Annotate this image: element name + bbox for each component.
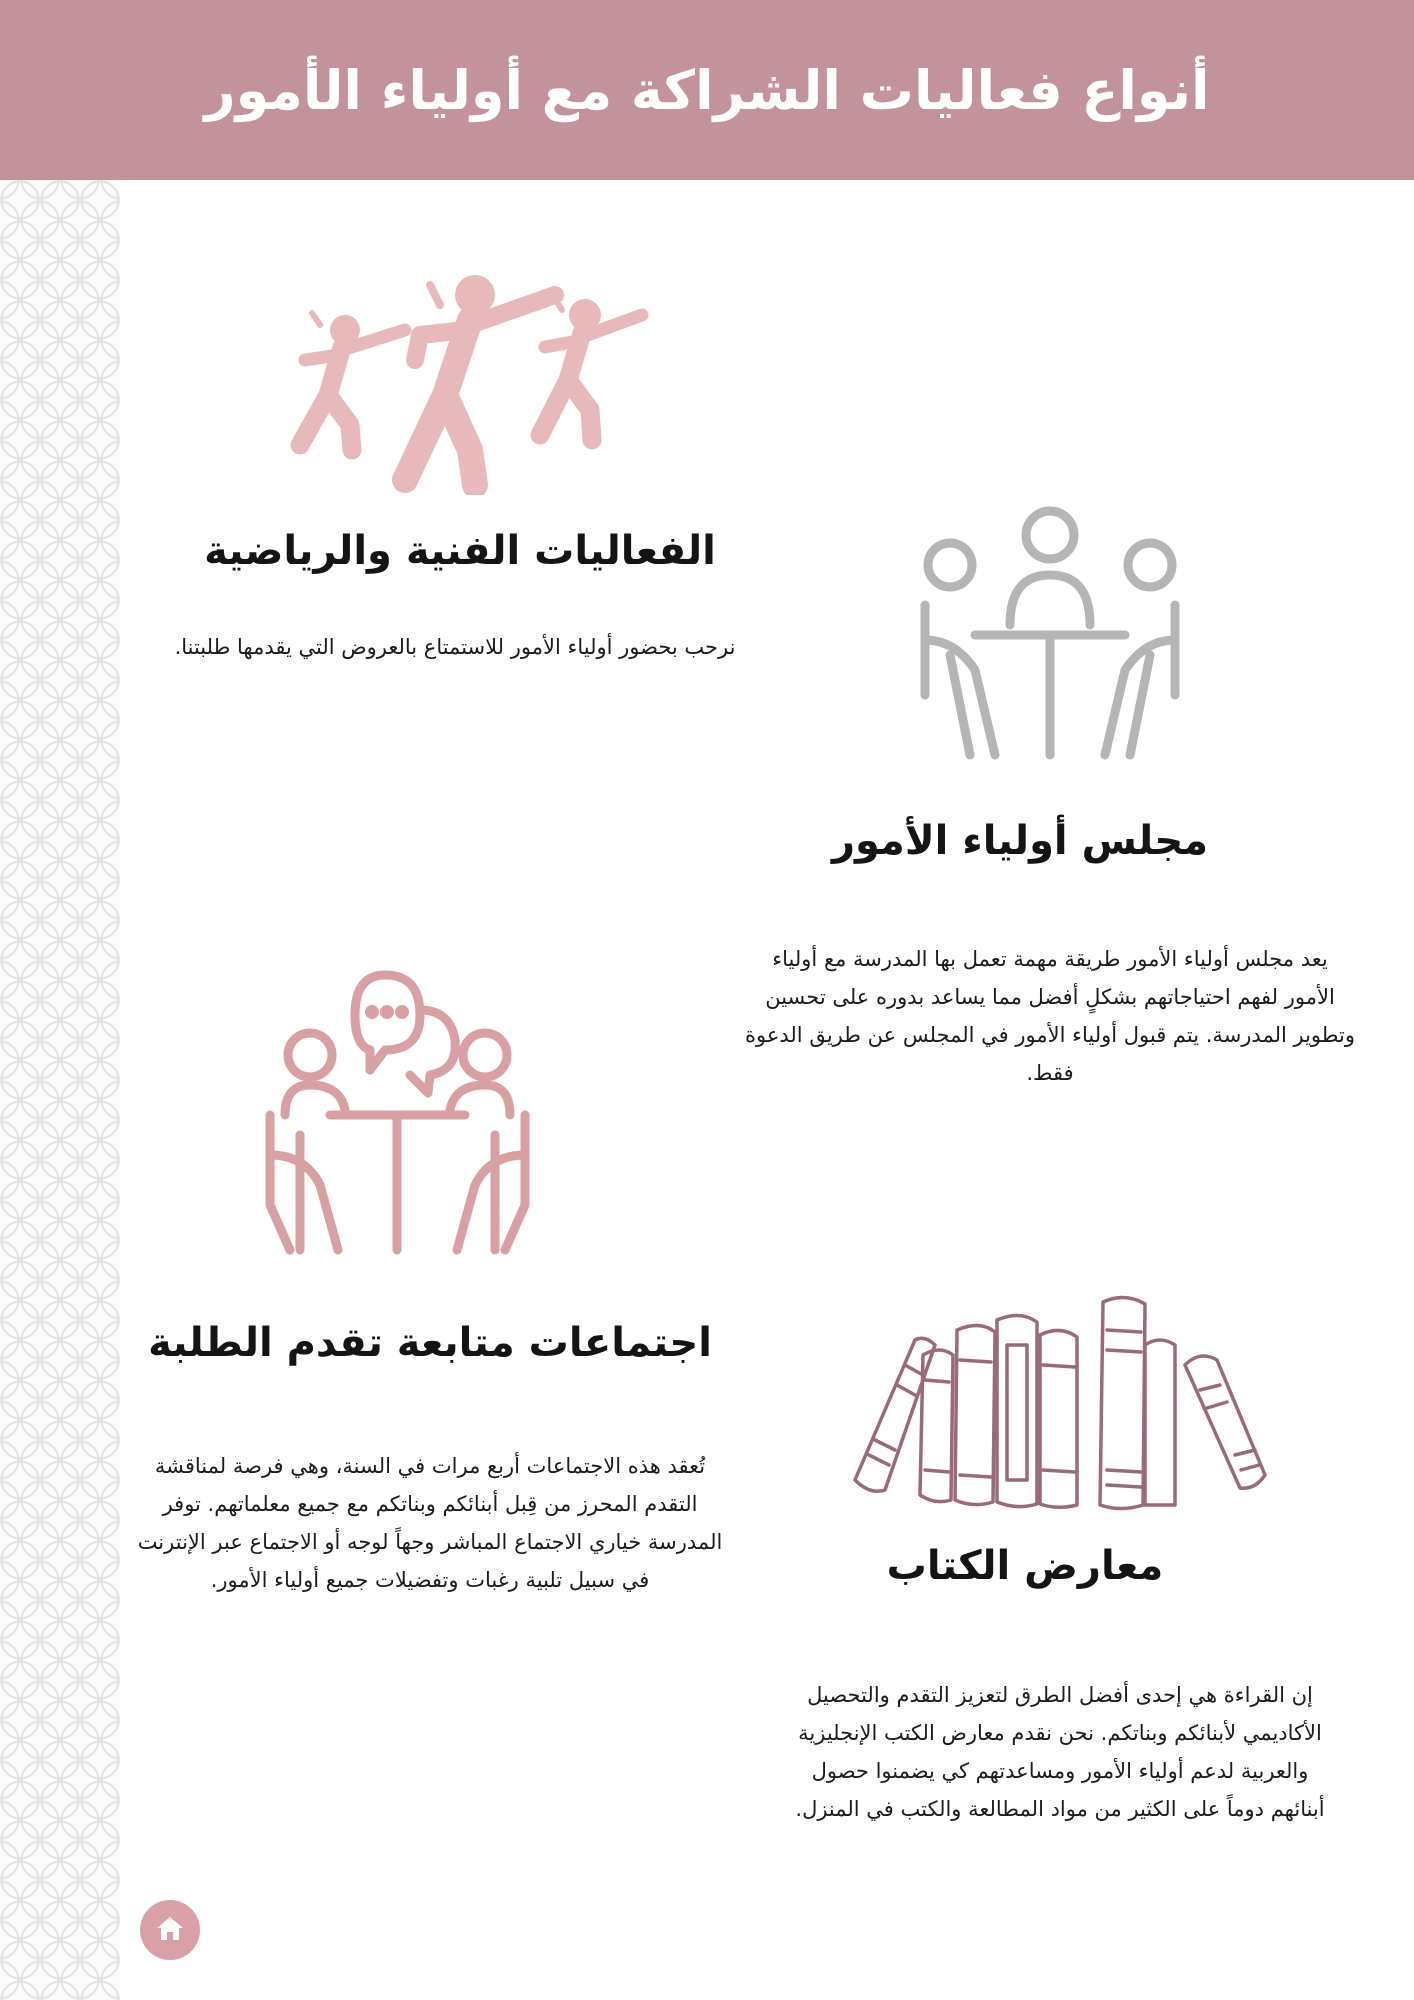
meeting-table-icon (915, 505, 1185, 760)
section-text-progress-meetings: تُعقد هذه الاجتماعات أربع مرات في السنة، وهي فرصة لمناقشة التقدم المحرز من قِبل أبنائكم وبناتكم مع جميع معلماتهم. توفر المدرسة خياري الاجتماع المباشر وجهاً لوجه أو الاجتماع عبر الإنترنت في سبيل تلبية رغبات وتفضيلات جميع أولياء الأمور. (137, 1454, 723, 1592)
section-title-progress-meetings: اجتماعات متابعة تقدم الطلبة (148, 1320, 712, 1366)
decorative-pattern (0, 180, 120, 2000)
section-title-book-fairs: معارض الكتاب (886, 1543, 1164, 1589)
section-title-arts-sports: الفعاليات الفنية والرياضية (204, 528, 716, 574)
section-text-book-fairs: إن القراءة هي إحدى أفضل الطرق لتعزيز التقدم والتحصيل الأكاديمي لأبنائكم وبناتكم. نحن نقدم معارض الكتب الإنجليزية والعربية لدعم أولياء الأمور ومساعدتهم كي يضمنوا حصول أبنائهم دوماً على الكثير من مواد المطالعة والكتب في المنزل. (795, 1683, 1325, 1821)
books-icon (845, 1290, 1275, 1515)
section-title-parents-council: مجلس أولياء الأمور (831, 818, 1209, 864)
page-title: أنواع فعاليات الشراكة مع أولياء الأمور (204, 58, 1210, 122)
section-text-arts-sports: نرحب بحضور أولياء الأمور للاستمتاع بالعروض التي يقدمها طلبتنا. (174, 635, 736, 659)
section-text-parents-council: يعد مجلس أولياء الأمور طريقة مهمة تعمل بها المدرسة مع أولياء الأمور لفهم احتياجاتهم بشكلٍ أفضل مما يساعد بدوره على تحسين وتطوير المدرسة. يتم قبول أولياء الأمور في المجلس عن طريق الدعوة فقط. (745, 947, 1355, 1085)
dancers-icon (270, 265, 650, 495)
home-icon (155, 1914, 185, 1946)
conversation-icon (260, 965, 550, 1255)
page-header (0, 0, 1414, 180)
home-button[interactable] (140, 1900, 200, 1960)
